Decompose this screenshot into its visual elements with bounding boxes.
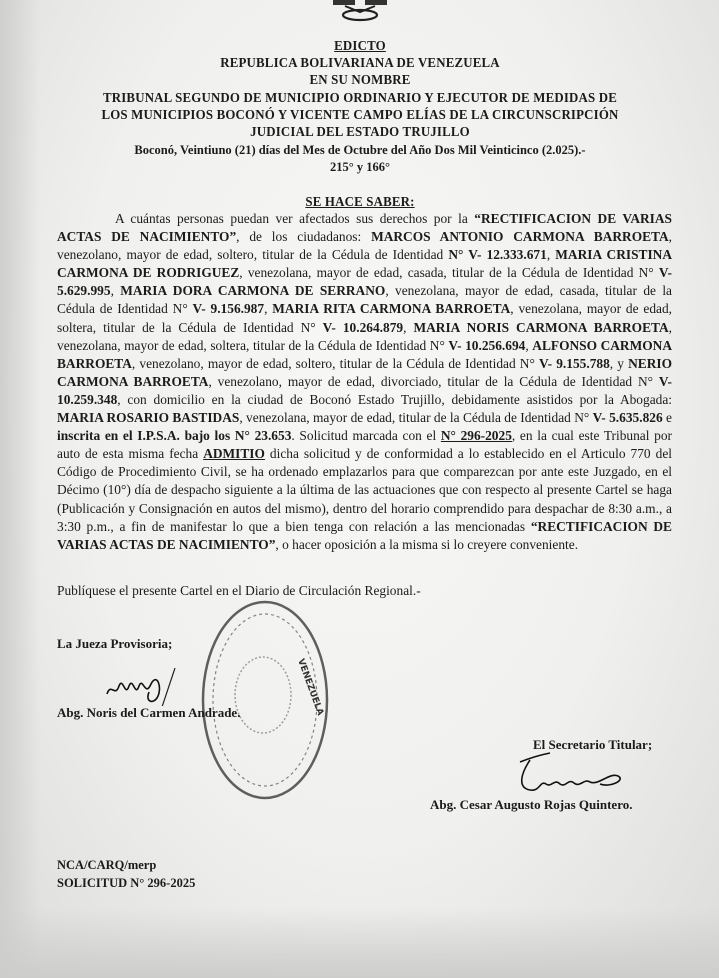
court-seal-stamp-icon [193, 600, 333, 805]
person-name: NERIO CARMONA BARROETA [57, 355, 672, 389]
secretary-name: Abg. Cesar Augusto Rojas Quintero. [430, 797, 633, 812]
solicitud-number: N° 296-2025 [440, 428, 512, 444]
admitio-label: ADMITIO [203, 446, 265, 462]
person-name: MARIA CRISTINA CARMONA DE RODRIGUEZ [57, 247, 673, 281]
secretary-signature-icon [510, 750, 630, 795]
scan-shadow-bottom [0, 908, 719, 978]
id-number: V- 10.264.879 [322, 319, 404, 335]
publication-order: Publíquese el presente Cartel en el Diario de Circulación Regional.- [57, 583, 421, 598]
reference-solicitud: SOLICITUD N° 296-2025 [57, 876, 196, 890]
tribunal-heading-line1: TRIBUNAL SEGUNDO DE MUNICIPIO ORDINARIO Y EJECUTOR DE MEDIDAS DE [102, 91, 618, 106]
id-number: V- 5.635.826 [592, 410, 663, 426]
id-number: V- 5.629.995 [57, 265, 672, 299]
person-name: ALFONSO CARMONA BARROETA [57, 337, 672, 371]
id-number: V- 10.259.348 [57, 373, 672, 407]
scan-shadow-left [0, 0, 40, 978]
svg-text:VENEZUELA: VENEZUELA [295, 657, 325, 717]
id-number: V- 9.156.987 [192, 301, 265, 317]
edict-body: A cuántas personas puedan ver afectados sus derechos por la “RECTIFICACION DE VARIAS ACTAS DE NACIMIENTO”, de los ciudadanos: MARCOS ANTONIO CARMONA BARROETA, venezolano, mayor de edad, soltero, titular de la Cédula de Identidad N° V- 12.333.671, MARIA CRISTINA CARMONA DE RODRIGUEZ, venezolana, mayor de edad, casada, titular de la Cédula de Identidad N° V- 5.629.995, MARIA DORA CARMONA DE SERRANO, venezolana, mayor de edad, casada, titular de la Cédula de Identidad N° V- 9.156.987, MARIA RITA CARMONA BARROETA, venezolana, mayor de edad, soltera, titular de la Cédula de Identidad N° V- 10.264.879, MARIA NORIS CARMONA BARROETA, venezolana, mayor de edad, soltera, titular de la Cédula de Identidad N° V- 10.256.694, ALFONSO CARMONA BARROETA, venezolano, mayor de edad, soltero, titular de la Cédula de Identidad N° V- 9.155.788, y NERIO CARMONA BARROETA, venezolano, mayor de edad, divorciado, titular de la Cédula de Identidad N° V- 10.259.348, con domicilio en la ciudad de Boconó Estado Trujillo, debidamente asistidos por la Abogada: MARIA ROSARIO BASTIDAS, venezolana, mayor de edad, titular de la Cédula de Identidad N° V- 5.635.826 e inscrita en el I.P.S.A. bajo los N° 23.653. Solicitud marcada con el N° 296-2025, en la cual este Tribunal por auto de esta misma fecha ADMITIO dicha solicitud y de conformidad a lo establecido en el Articulo 770 del Código de Procedimiento Civil, se ha ordenado emplazarlos para que comparezcan por ante este Juzgado, en el Décimo (10°) día de despacho siguiente a la última de las actuaciones que con respecto al presente Cartel se haga (Publicación y Consignación en autos del mismo), dentro del horario comprendido para despachar de 8:30 a.m., a 3:30 p.m., a fin de manifestar lo que a bien tenga con relación a las mencionadas “RECTIFICACION DE VARIAS ACTAS DE NACIMIENTO”, o hacer oposición a la misma si lo creyere conveniente. [57, 211, 673, 552]
country-heading: REPUBLICA BOLIVARIANA DE VENEZUELA [220, 56, 500, 71]
judge-name: Abg. Noris del Carmen Andrade. [57, 705, 241, 720]
person-name: MARIA NORIS CARMONA BARROETA [413, 319, 669, 335]
tribunal-heading-line2: LOS MUNICIPIOS BOCONÓ Y VICENTE CAMPO ELÍAS DE LA CIRCUNSCRIPCIÓN [101, 108, 619, 123]
ipsa-number: inscrita en el I.P.S.A. bajo los N° 23.653 [57, 428, 292, 444]
coat-of-arms-icon [325, 0, 395, 22]
reference-initials: NCA/CARQ/merp [57, 858, 157, 872]
document-title: EDICTO [334, 39, 386, 54]
person-name: MARCOS ANTONIO CARMONA BARROETA [371, 229, 669, 245]
id-number: N° V- 12.333.671 [448, 247, 547, 263]
years-line: 215° y 166° [330, 160, 390, 174]
judge-signature-icon [105, 668, 195, 706]
person-name: MARIA DORA CARMONA DE SERRANO [120, 283, 386, 299]
id-number: V- 10.256.694 [448, 337, 526, 353]
section-title: SE HACE SABER: [305, 195, 415, 210]
lawyer-name: MARIA ROSARIO BASTIDAS [57, 410, 240, 426]
tribunal-heading-line3: JUDICIAL DEL ESTADO TRUJILLO [250, 125, 470, 140]
date-line: Boconó, Veintiuno (21) días del Mes de Octubre del Año Dos Mil Veinticinco (2.025).- [134, 143, 586, 157]
judge-title: La Jueza Provisoria; [57, 636, 173, 651]
id-number: V- 9.155.788 [538, 355, 610, 371]
secretary-title: El Secretario Titular; [533, 737, 653, 752]
en-su-nombre-heading: EN SU NOMBRE [309, 73, 411, 88]
person-name: MARIA RITA CARMONA BARROETA [272, 301, 511, 317]
